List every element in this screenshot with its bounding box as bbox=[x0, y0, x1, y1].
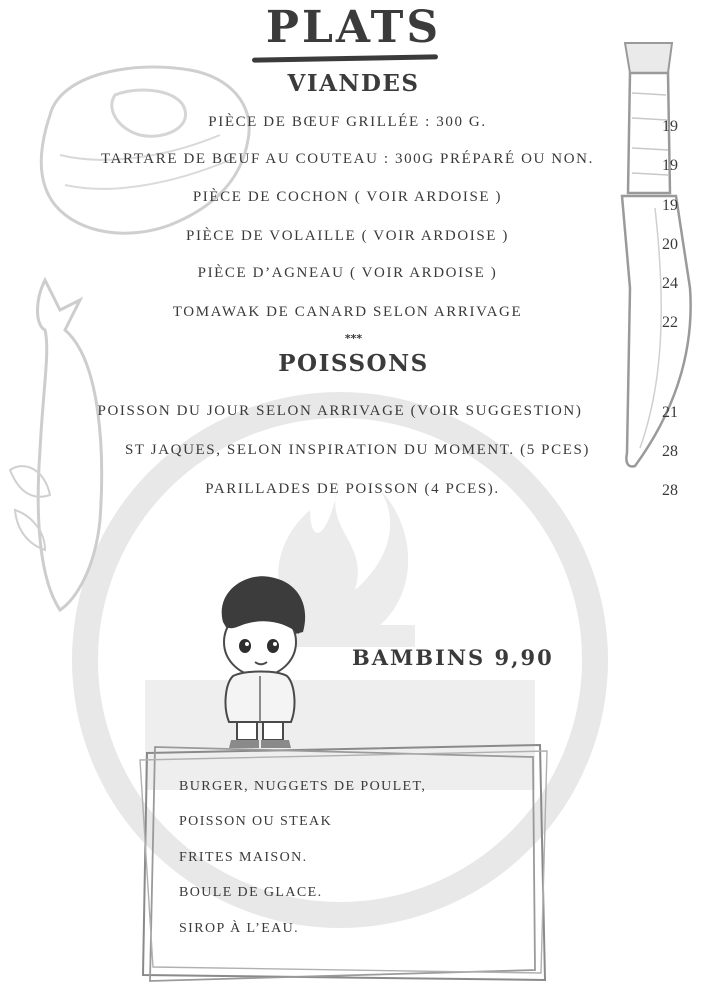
menu-item-price: 20 bbox=[662, 236, 678, 253]
menu-item: PIÈCE D’AGNEAU ( VOIR ARDOISE ) bbox=[197, 265, 498, 281]
menu-item: PIÈCE DE VOLAILLE ( VOIR ARDOISE ) bbox=[186, 228, 509, 244]
menu-item-price: 19 bbox=[662, 197, 678, 214]
boy-illustration bbox=[205, 572, 315, 752]
kids-menu-item: BURGER, NUGGETS DE POULET, bbox=[179, 779, 427, 794]
kids-menu-heading: BAMBINS 9,90 bbox=[352, 645, 554, 670]
menu-item-price: 28 bbox=[662, 482, 678, 499]
kids-menu-item: FRITES MAISON. bbox=[179, 850, 308, 865]
menu-item-price: 24 bbox=[662, 275, 678, 292]
kids-menu-item: BOULE DE GLACE. bbox=[179, 885, 323, 900]
menu-item: PIÈCE DE COCHON ( VOIR ARDOISE ) bbox=[192, 189, 503, 205]
menu-item: TOMAWAK DE CANARD SELON ARRIVAGE bbox=[172, 304, 523, 320]
kids-menu-item: SIROP À L’EAU. bbox=[179, 921, 300, 936]
menu-item-price: 22 bbox=[662, 314, 678, 331]
menu-item-price: 19 bbox=[662, 157, 678, 174]
menu-item-price: 19 bbox=[662, 118, 678, 135]
title-underline bbox=[252, 54, 438, 62]
menu-item: TARTARE DE BŒUF AU COUTEAU : 300G PRÉPARÉ OU NON. bbox=[101, 151, 594, 167]
menu-item: PIÈCE DE BŒUF GRILLÉE : 300 G. bbox=[208, 114, 487, 130]
section-separator: *** bbox=[344, 332, 363, 345]
section-heading-viandes: VIANDES bbox=[287, 70, 420, 97]
menu-item-price: 21 bbox=[662, 404, 678, 421]
menu-item: POISSON DU JOUR SELON ARRIVAGE (VOIR SUGGESTION) bbox=[97, 403, 583, 419]
page-title: PLATS bbox=[265, 2, 442, 53]
kids-menu-item: POISSON OU STEAK bbox=[179, 814, 333, 829]
menu-item: ST JAQUES, SELON INSPIRATION DU MOMENT. (5 PCES) bbox=[124, 442, 591, 458]
section-heading-poissons: POISSONS bbox=[278, 350, 429, 377]
menu-item: PARILLADES DE POISSON (4 PCES). bbox=[205, 481, 500, 497]
menu-item-price: 28 bbox=[662, 443, 678, 460]
